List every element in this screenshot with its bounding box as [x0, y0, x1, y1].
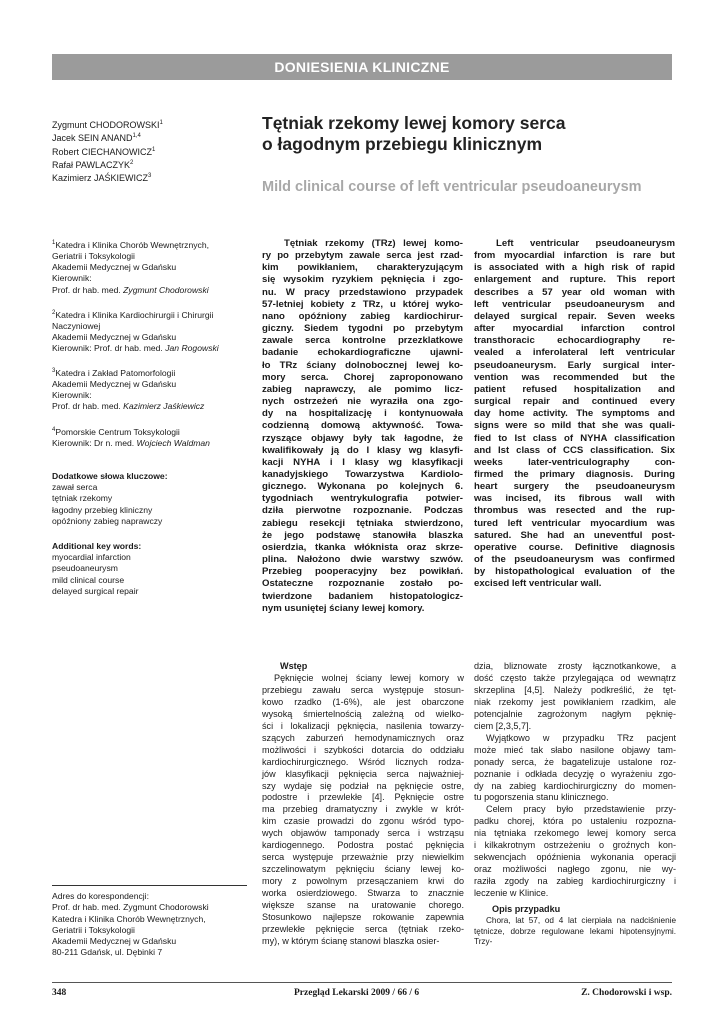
keywords-heading: Dodatkowe słowa kluczowe:: [52, 471, 168, 481]
text-line: zawale serca kontrolne przezklatkowe: [262, 335, 463, 347]
text-line: codzienną domową aktywność. Towa-: [262, 420, 463, 432]
text-line: pseudoaneurysm. Early surgical inter-: [474, 359, 675, 371]
text-line: tured left ventricular myocardium was: [474, 517, 675, 529]
text-line: describes a 57 year old woman with: [474, 286, 675, 298]
text-line: leczenie w Klinice.: [474, 888, 549, 899]
abstract-polish: [262, 238, 463, 615]
text-line: satured. She had an uneventful post-: [474, 529, 675, 541]
text-line: mory serca. Chorej zaproponowano: [262, 371, 463, 383]
author: Robert CIECHANOWICZ$^1$: [52, 146, 156, 157]
text-line: możliwości i szybkości dotarcia do oddziału: [262, 744, 464, 755]
text-line: przebiegu zawału serca występuje stosun-: [262, 684, 464, 695]
page-number: 348: [52, 988, 67, 998]
text-line: szy wydaje się podział na pęknięcie ostre,: [262, 780, 464, 791]
text-line: transthoracic echocardiography re-: [474, 335, 675, 347]
text-line: sekwencjach opóźnienia wykonania operacji: [474, 852, 676, 863]
text-line: potencjalnie zagrożonym nagłym pęknię-: [474, 708, 676, 719]
text-line: się wysokim ryzykiem pęknięcia i zgo-: [262, 274, 463, 286]
text-line: worka osierdziowego. Stwarza to znacznie: [262, 888, 464, 899]
text-line: ło TRz ściany dolnobocznej lewej ko-: [262, 359, 463, 371]
author: Kazimierz JAŚKIEWICZ$^3$: [52, 173, 152, 184]
text-line: heart surgery the pseudoaneurysm: [474, 481, 675, 493]
affiliation-4: $^4$Pomorskie Centrum Toksykologii Kierownik: Dr n. med. Wojciech Waldman: [52, 426, 210, 449]
affiliation-1: $^1$Katedra i Klinika Chorób Wewnętrznych, Geriatrii i Toksykologii Akademii Medycznej w Gdańsku Kierownik: Prof. dr hab. med. Zygmunt Chodorowski: [52, 239, 209, 295]
correspondence-divider: [52, 885, 247, 886]
keywords-heading: Additional key words:: [52, 541, 142, 551]
author: Jacek SEIN ANAND$^{1,4}$: [52, 133, 141, 144]
author: Zygmunt CHODOROWSKI$^1$: [52, 120, 163, 130]
text-line: fied to Ist class of NYHA classification: [474, 432, 675, 444]
text-line: dy na zabieg kardiochirurgiczny do momen-: [474, 780, 676, 791]
keywords-polish: [52, 471, 252, 527]
text-line: is associated with a high risk of rapid: [474, 262, 675, 274]
text-line: zabiegu resekcji tętniaka stwierdzono,: [262, 517, 463, 529]
keyword: pseudoaneurysm: [52, 563, 118, 574]
text-line: kim powikłaniem, charakteryzującym: [262, 262, 463, 274]
text-line: firmed the primary diagnosis. During: [474, 468, 675, 480]
text-line: 57-letniej kobiety z TRz, u której wyko-: [262, 298, 463, 310]
text-line: kwalifikowały ją do I klasy wg klasyfi-: [262, 444, 463, 456]
text-line: Stosunkowo najlepsze rokowanie zapewnia: [262, 912, 464, 923]
text-line: badanie echokardiograficzne ujawni-: [262, 347, 463, 359]
text-line: zabieg naprawczy, ale pomimo licz-: [262, 383, 463, 395]
text-line: thrombus was resected and the rup-: [474, 505, 675, 517]
text-line: kacji NYHA i I klasy wg klasyfikacji: [262, 456, 463, 468]
text-line: kowo rzadko (1-6%), ale jest obarczone: [262, 696, 464, 707]
text-line: giczny. Siedem tygodni po przebytym: [262, 323, 463, 335]
text-line: padku chorej, która po ustaleniu rozpozna-: [474, 816, 676, 827]
text-line: Chora, lat 57, od 4 lat cierpiała na nadciśnienie: [486, 916, 676, 926]
text-line: tygodniach wentrykulografia potwier-: [262, 493, 463, 505]
article-title: Tętniak rzekomy lewej komory serca o łagodnym przebiegu klinicznym: [262, 113, 566, 154]
keyword: opóźniony zabieg naprawczy: [52, 515, 163, 526]
text-line: from myocardial infarction is rare but: [474, 250, 675, 262]
text-line: Celem pracy było przedstawienie przy-: [486, 804, 676, 815]
text-line: weeks later-ventriculography con-: [474, 456, 675, 468]
keywords-english: [52, 541, 252, 597]
text-line: Pęknięcie wolnej ściany lewej komory w: [274, 672, 464, 683]
text-line: ści i lokalizacji pęknięcia, nasilenia towarzy-: [262, 720, 464, 731]
text-line: dy na hospitalizację i kontynuowała: [262, 408, 463, 420]
section-heading: Opis przypadku: [492, 904, 561, 915]
affiliation-3: $^3$Katedra i Zakład Patomorfologii Akademii Medycznej w Gdańsku Kierownik: Prof. dr hab. med. Kazimierz Jaśkiewicz: [52, 367, 205, 412]
text-line: enlargement and rupture. This report: [474, 274, 675, 286]
text-line: szczelinowatym pęknięciu ściany lewej ko-: [262, 864, 464, 875]
text-line: ma przebieg dramatyczny i zwykle w krót-: [262, 804, 464, 815]
text-line: niak rzekomy jest powikłaniem rzadkim, ale: [474, 696, 676, 707]
correspondence-address: Adres do korespondencji: Prof. dr hab. med. Zygmunt Chodorowski Katedra i Klinika Chorób Wewnętrznych, Geriatrii i Toksykologii Akademii Medycznej w Gdańsku 80-211 Gdańsk, ul. Dębinki 7: [52, 891, 209, 958]
text-line: after myocardial infarction control: [474, 323, 675, 335]
text-line: może mieć tak słabo nasilone objawy tam-: [474, 744, 676, 755]
footer-rule: [52, 982, 672, 983]
text-line: day home activity. The symptoms and: [474, 408, 675, 420]
abstract-english: [474, 238, 675, 591]
keyword: myocardial infarction: [52, 552, 131, 563]
text-line: by histopathological evaluation of the: [474, 566, 675, 578]
text-line: dość często także przylegająca od wewnątrz: [474, 672, 676, 683]
text-line: was incised, its fibrous wall with: [474, 493, 675, 505]
text-line: kanadyjskiego Towarzystwa Kardiolo-: [262, 468, 463, 480]
text-line: left ventricular pseudoaneurysm and: [474, 298, 675, 310]
keyword: mild clinical course: [52, 574, 125, 585]
text-line: tu pogorszenia stanu klinicznego.: [474, 792, 609, 803]
text-line: Przebieg pooperacyjny bez powikłań.: [262, 566, 463, 578]
text-line: ciem [2,3,5,7].: [474, 720, 532, 731]
text-line: operative course. Definitive diagnosis: [474, 541, 675, 553]
text-line: and Ist class of CCS classification. Six: [474, 444, 675, 456]
keyword: zawał serca: [52, 482, 98, 493]
journal-citation: Przegląd Lekarski 2009 / 66 / 6: [294, 988, 420, 998]
text-line: Left ventricular pseudoaneurysm: [496, 238, 675, 249]
text-line: Tętniak rzekomy (TRz) lewej komo-: [284, 238, 463, 249]
text-line: excised left ventricular wall.: [474, 578, 602, 590]
text-line: poznanie i odkłada decyzję o wyrażeniu zgo-: [474, 768, 676, 779]
author: Rafał PAWLACZYK$^2$: [52, 159, 134, 170]
section-title: DONIESIENIA KLINICZNE: [274, 59, 450, 75]
text-line: że jego podstawę stanowiła blaszka: [262, 529, 463, 541]
author-list: [52, 118, 252, 184]
text-line: raziła zgody na zabieg kardiochirurgiczny i: [474, 876, 676, 887]
text-line: vention was recommended but the: [474, 371, 675, 383]
article-title-english: Mild clinical course of left ventricular pseudoaneurysm: [262, 179, 642, 195]
text-line: ry po przebytym zawale serca jest rzad-: [262, 250, 463, 262]
text-line: Ostateczne rozpoznanie zostało po-: [262, 578, 463, 590]
text-line: nia tętniaka rzekomego lewej komory serca: [474, 828, 676, 839]
text-line: przewlekłe pęknięcie serca (tętniak rzeko-: [262, 923, 464, 934]
text-line: my), w którym ścianę stanowi blaszka osier-: [262, 935, 440, 946]
section-heading: Wstęp: [280, 661, 308, 671]
text-line: Wyjątkowo w przypadku TRz pacjent: [486, 732, 676, 743]
body-column-left: [262, 661, 464, 948]
text-line: kardiochirurgicznego. Wśród licznych rodza-: [262, 756, 464, 767]
text-line: tętnicze, dobrze regulowane lekami hipotensyjnymi. Trzy-: [474, 926, 676, 947]
text-line: ponady serca, że bagatelizuje ustalone roz-: [474, 756, 676, 767]
text-line: osierdzia, tkanka włóknista oraz skrze-: [262, 541, 463, 553]
text-line: jów klasyfikacji pęknięcia serca najważniej-: [262, 768, 464, 779]
text-line: szących zaburzeń hemodynamicznych oraz: [262, 732, 464, 743]
keyword: łagodny przebieg kliniczny: [52, 504, 153, 515]
text-line: delayed surgical repair. Seven weeks: [474, 310, 675, 322]
affiliation-2: $^2$Katedra i Klinika Kardiochirurgii i Chirurgii Naczyniowej Akademii Medycznej w Gdańsku Kierownik: Prof. dr hab. med. Jan Rogowski: [52, 309, 219, 354]
text-line: nym usuniętej ściany lewej komory.: [262, 602, 425, 614]
text-line: vealed a inferolateral left ventricular: [474, 347, 675, 359]
text-line: signs were so mild that she was quali-: [474, 420, 675, 432]
text-line: dziła pierwotne rozpoznanie. Podczas: [262, 505, 463, 517]
text-line: oraz możliwości nagłego zgonu, nie wy-: [474, 864, 676, 875]
text-line: dzia, bliznowate zrosty łącznotkankowe, a: [474, 661, 676, 671]
text-line: surgical repair and continued every: [474, 396, 675, 408]
section-header-bar: [52, 54, 672, 80]
text-line: kim czasie prowadzi do zgonu wśród typo-: [262, 816, 464, 827]
text-line: serca występuje przeważnie przy niewielkim: [262, 852, 464, 863]
text-line: plina. Nałożono dwie warstwy szwów.: [262, 554, 463, 566]
text-line: skrzeplina [4,5]. Należy podkreślić, że tęt-: [474, 684, 676, 695]
text-line: podostre i przewlekłe [4]. Pęknięcie ostre: [262, 792, 464, 803]
text-line: i kilkakrotnym ostrzeżeniu o groźnych kon-: [474, 840, 676, 851]
text-line: nano opóźniony zabieg kardiochirur-: [262, 310, 463, 322]
text-line: gicznego. Wykonana po kolejnych 6.: [262, 481, 463, 493]
text-line: patient refused hospitalization and: [474, 383, 675, 395]
text-line: wysoką śmiertelnością zależną od wielko-: [262, 708, 464, 719]
text-line: twierdzone badaniem histopatologicz-: [262, 590, 463, 602]
text-line: większe szanse na uratowanie chorego.: [262, 900, 464, 911]
keyword: delayed surgical repair: [52, 585, 139, 596]
text-line: kardiogennego. Podostra postać pęknięcia: [262, 840, 464, 851]
keyword: tętniak rzekomy: [52, 493, 113, 504]
text-line: wych objawów tamponady serca i wstrząsu: [262, 828, 464, 839]
text-line: nych ostrzeżeń nie wyraziła ona zgo-: [262, 396, 463, 408]
text-line: nu. W pracy przedstawiono przypadek: [262, 286, 463, 298]
text-line: of the pseudoaneurysm was confirmed: [474, 554, 675, 566]
body-column-right: [474, 661, 676, 948]
text-line: mory z powolnym przesączaniem krwi do: [262, 876, 464, 887]
text-line: rzyszące objawy były tak łagodne, że: [262, 432, 463, 444]
running-author: Z. Chodorowski i wsp.: [581, 988, 672, 998]
